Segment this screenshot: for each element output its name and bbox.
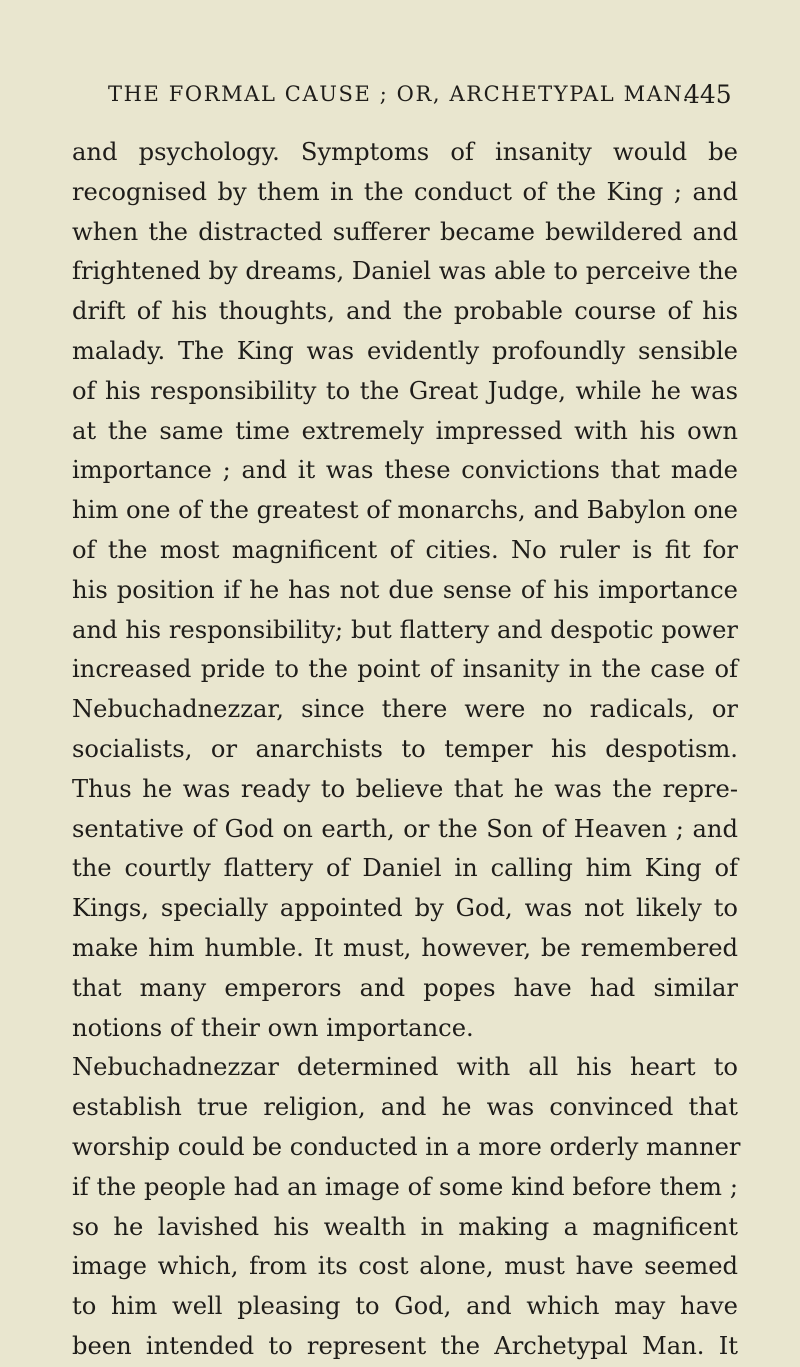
text-line: of his responsibility to the Great Judge, while he was — [72, 376, 738, 405]
text-line: and psychology. Symptoms of insanity would be — [72, 138, 738, 166]
text-line: notions of their own importance. — [72, 1013, 474, 1042]
text-line: that many emperors and popes have had similar — [72, 973, 738, 1002]
text-line: his position if he has not due sense of his importance — [72, 575, 738, 604]
text-line: him one of the greatest of monarchs, and Babylon one — [72, 496, 738, 525]
text-line: importance ; and it was these convictions that made — [72, 456, 738, 485]
text-line: make him humble. It must, however, be remembered — [72, 933, 738, 962]
text-line: to him well pleasing to God, and which may have — [72, 1292, 738, 1321]
text-line: Kings, specially appointed by God, was not likely to — [72, 894, 738, 923]
text-line: Nebuchadnezzar, since there were no radicals, or — [72, 695, 738, 724]
text-line: sentative of God on earth, or the Son of Heaven ; and — [72, 814, 738, 843]
text-line: at the same time extremely impressed with his own — [72, 416, 738, 445]
text-line: recognised by them in the conduct of the King ; and — [72, 177, 738, 206]
page-number: 445 — [684, 80, 732, 109]
text-line: been intended to represent the Archetypal Man. It — [72, 1331, 738, 1360]
text-line: socialists, or anarchists to temper his despotism. — [72, 734, 738, 763]
text-line: malady. The King was evidently profoundly sensible — [72, 336, 738, 365]
text-line: worship could be conducted in a more orderly manner — [72, 1132, 741, 1161]
text-line: Nebuchadnezzar determined with all his heart to — [72, 1053, 738, 1082]
text-line: establish true religion, and he was convinced that — [72, 1093, 738, 1122]
text-line: and his responsibility; but flattery and despotic power — [72, 615, 738, 644]
text-line: if the people had an image of some kind before them ; — [72, 1172, 738, 1201]
text-line: image which, from its cost alone, must have seemed — [72, 1252, 738, 1281]
text-line: of the most magnificent of cities. No ruler is fit for — [72, 535, 738, 564]
text-line: so he lavished his wealth in making a magnificent — [72, 1212, 738, 1241]
text-line: the courtly flattery of Daniel in calling him King of — [72, 854, 738, 883]
text-line: increased pride to the point of insanity in the case of — [72, 655, 738, 684]
text-line: Thus he was ready to believe that he was the repre- — [72, 774, 738, 803]
text-line: frightened by dreams, Daniel was able to perceive the — [72, 257, 738, 286]
body-text — [72, 133, 741, 1367]
text-line: drift of his thoughts, and the probable course of his — [72, 297, 738, 326]
text-line: when the distracted sufferer became bewildered and — [72, 217, 738, 246]
running-head — [0, 76, 800, 112]
running-title: THE FORMAL CAUSE ; OR, ARCHETYPAL MAN. — [108, 82, 691, 106]
